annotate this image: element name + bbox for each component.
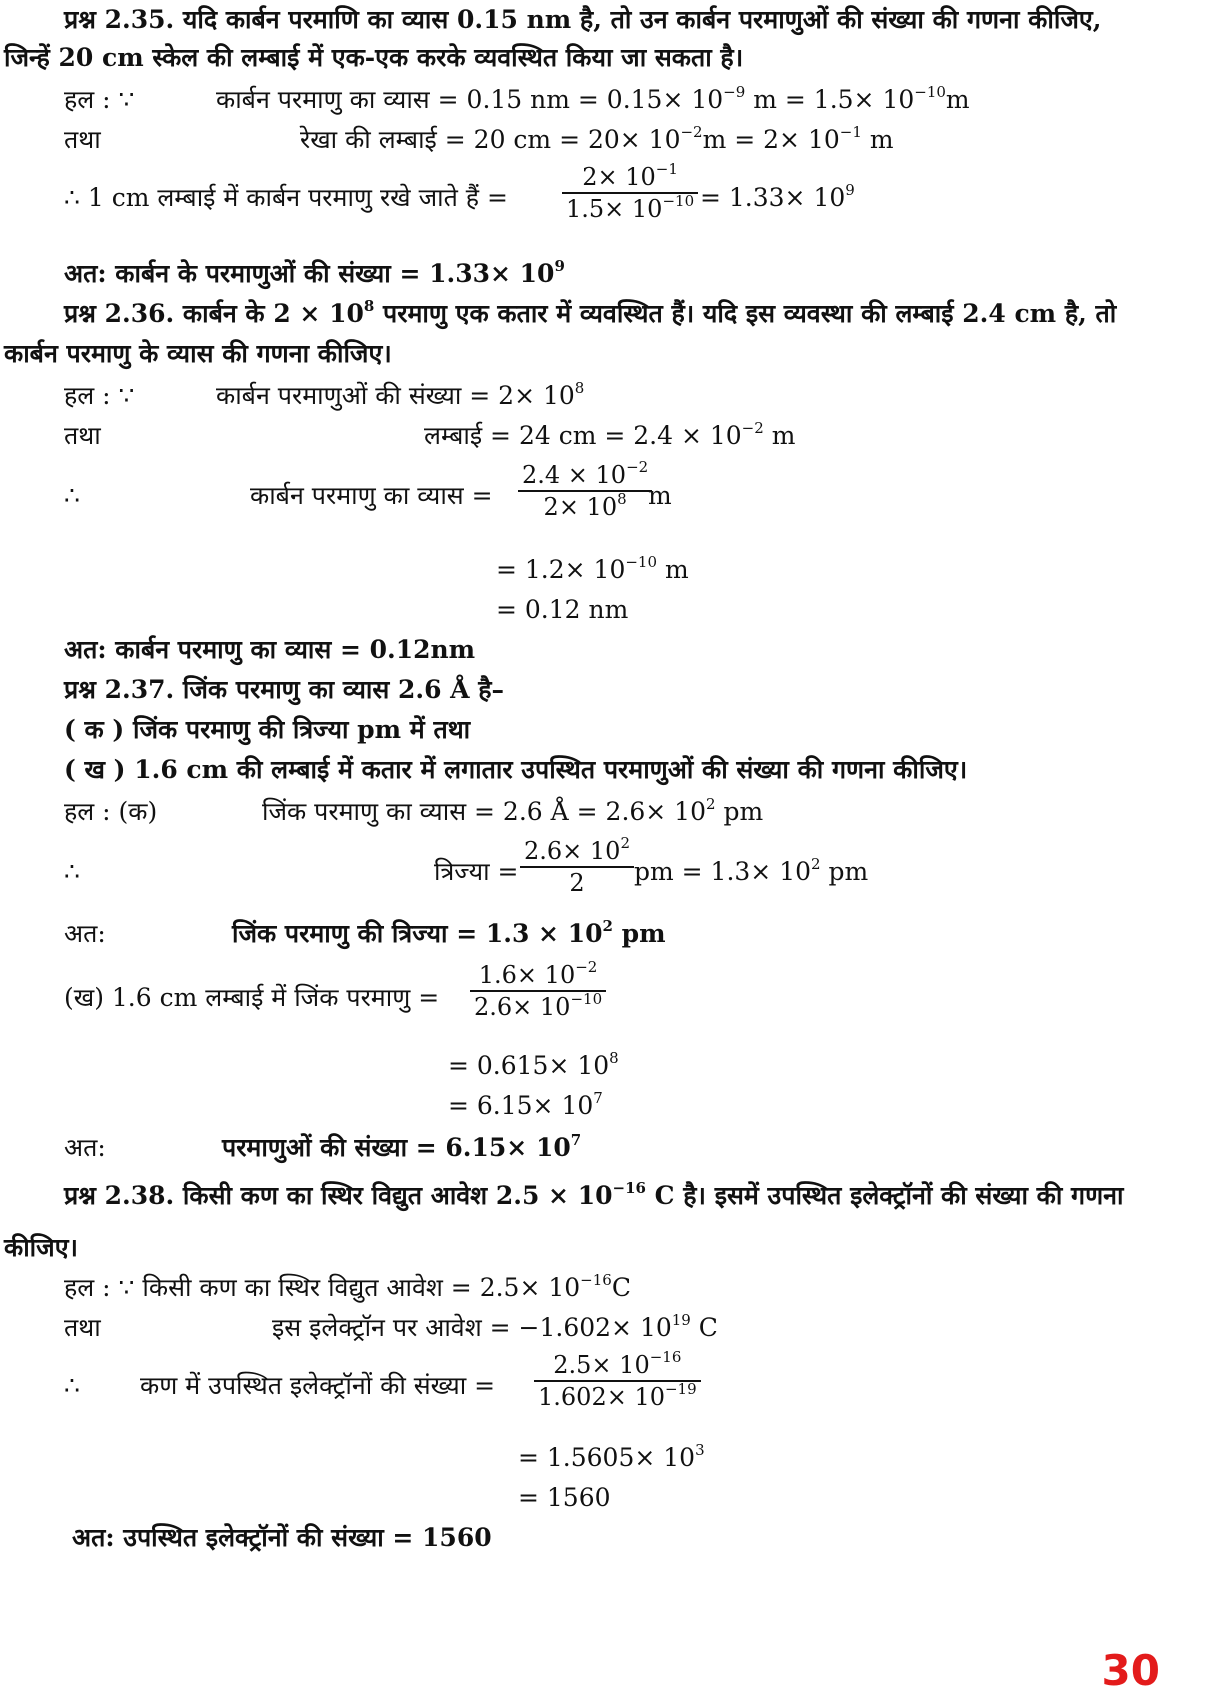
q236-fraction-unit: m (648, 481, 672, 510)
fraction-denominator: $1.5\times 10^{-10}$ (562, 192, 698, 224)
q237-ata: अत: (64, 919, 106, 948)
fraction-numerator: $1.6\times 10^{-2}$ (478, 958, 598, 989)
fraction-numerator: $2.6\times 10^2$ (524, 834, 630, 865)
q237-part-b-label: (ख) 1.6 cm लम्बाई में जिंक परमाणु = (64, 983, 440, 1012)
q235-answer: अत: कार्बन के परमाणुओं की संख्या = $1.33\times 10^9$ (64, 257, 565, 288)
q237-statement-line1: प्रश्न 2.37. जिंक परमाणु का व्यास 2.6 Å है– (64, 675, 505, 704)
fraction-denominator: $2\times 10^8$ (518, 490, 652, 522)
q238-therefore: ∴ (64, 1371, 80, 1400)
q238-count-label: कण में उपस्थित इलेक्ट्रॉनों की संख्या = (140, 1371, 496, 1400)
q237-b-step1: = $0.615\times 10^8$ (448, 1049, 619, 1080)
q235-count-result: = $1.33\times 10^9$ (700, 181, 855, 212)
q238-solution-eq: हल : ∵ किसी कण का स्थिर विद्युत आवेश = $2.5\times 10^{-16}C$ (64, 1271, 631, 1302)
q238-statement-line2: कीजिए। (4, 1233, 79, 1262)
q235-statement-line1: प्रश्न 2.35. यदि कार्बन परमाणि का व्यास 0.15 nm है, तो उन कार्बन परमाणुओं की संख्या की गणना कीजिए, (64, 5, 1102, 34)
q236-solution-label: हल : ∵ (64, 381, 135, 410)
q238-step2: = 1560 (518, 1483, 611, 1512)
fraction-denominator: $2.6\times 10^{-10}$ (470, 990, 606, 1022)
q235-count-label: ∴ 1 cm लम्बाई में कार्बन परमाणु रखे जाते हैं = (64, 183, 508, 212)
q237-b-step2: = $6.15\times 10^7$ (448, 1089, 603, 1120)
q236-therefore: ∴ (64, 481, 80, 510)
q237-radius-label: त्रिज्या = (434, 857, 519, 886)
q235-statement-line2: जिन्हें 20 cm स्केल की लम्बाई में एक-एक करके व्यवस्थित किया जा सकता है। (4, 43, 744, 72)
q237-therefore: ∴ (64, 857, 80, 886)
q236-diameter-fraction (518, 460, 652, 522)
fraction-numerator: $2.4 \times 10^{-2}$ (522, 458, 649, 489)
q235-solution-label: हल : ∵ (64, 85, 135, 114)
q235-length-eq: रेखा की लम्बाई = 20 cm = $20\times 10^{-2}m = 2\times 10^{-1}$ m (300, 123, 894, 154)
q237-radius-result: pm = $1.3\times 10^2$ pm (634, 855, 869, 886)
q236-step1: = $1.2\times 10^{-10}$ m (496, 553, 689, 584)
q237-ata-b: अत: (64, 1133, 106, 1162)
fraction-numerator: $2.5\times 10^{-16}$ (553, 1348, 682, 1379)
q238-step1: = $1.5605\times 10^3$ (518, 1441, 705, 1472)
q237-solution-label: हल : (क) (64, 797, 158, 826)
q238-count-fraction (534, 1350, 701, 1412)
q237-answer-b: परमाणुओं की संख्या = $6.15\times 10^7$ (222, 1131, 582, 1162)
q237-answer-a: जिंक परमाणु की त्रिज्या = $1.3 \times 10^2$ pm (232, 917, 666, 948)
q236-statement-line1: प्रश्न 2.36. कार्बन के $2 \times 10^8$ परमाणु एक कतार में व्यवस्थित हैं। यदि इस व्यवस्था की लम्बाई 2.4 cm है, तो (64, 297, 1117, 328)
fraction-denominator: 2 (520, 866, 634, 898)
q238-statement-line1: प्रश्न 2.38. किसी कण का स्थिर विद्युत आवेश $2.5 \times 10^{-16}$ C है। इसमें उपस्थित इलेक्ट्रॉनों की संख्या की गणना (64, 1179, 1124, 1210)
page-number: 30 (1101, 1646, 1160, 1695)
fraction-numerator: $2\times 10^{-1}$ (582, 160, 678, 191)
q238-answer: अत: उपस्थित इलेक्ट्रॉनों की संख्या = 1560 (72, 1523, 492, 1552)
q236-step2: = 0.12 nm (496, 595, 629, 624)
q236-diameter-label: कार्बन परमाणु का व्यास = (250, 481, 493, 510)
q235-diameter-eq: कार्बन परमाणु का व्यास = 0.15 nm = $0.15\times 10^{-9}$ $m = 1.5\times 10^{-10}m$ (216, 83, 970, 114)
q236-answer: अत: कार्बन परमाणु का व्यास = 0.12nm (64, 635, 476, 664)
q236-statement-line2: कार्बन परमाणु के व्यास की गणना कीजिए। (4, 339, 392, 368)
q236-tatha: तथा (64, 421, 101, 450)
q236-count-eq: कार्बन परमाणुओं की संख्या = $2\times 10^8$ (216, 379, 585, 410)
q237-part-b: ( ख ) 1.6 cm की लम्बाई में कतार में लगातार उपस्थित परमाणुओं की संख्या की गणना कीजिए। (64, 755, 968, 784)
q237-part-b-fraction (470, 960, 606, 1022)
q238-tatha: तथा (64, 1313, 101, 1342)
q237-part-a: ( क ) जिंक परमाणु की त्रिज्या pm में तथा (64, 715, 471, 744)
q235-tatha: तथा (64, 125, 101, 154)
q238-electron-charge: इस इलेक्ट्रॉन पर आवेश = $-1.602\times 10^{19}$ C (272, 1311, 718, 1342)
q237-radius-fraction (520, 836, 634, 898)
q237-diameter-eq: जिंक परमाणु का व्यास = 2.6 Å = $2.6\times 10^2$ pm (262, 795, 764, 826)
q236-length-eq: लम्बाई = 24 cm = $2.4 \times 10^{-2}$ m (424, 419, 796, 450)
fraction-denominator: $1.602\times 10^{-19}$ (534, 1380, 701, 1412)
q235-count-fraction (562, 162, 698, 224)
